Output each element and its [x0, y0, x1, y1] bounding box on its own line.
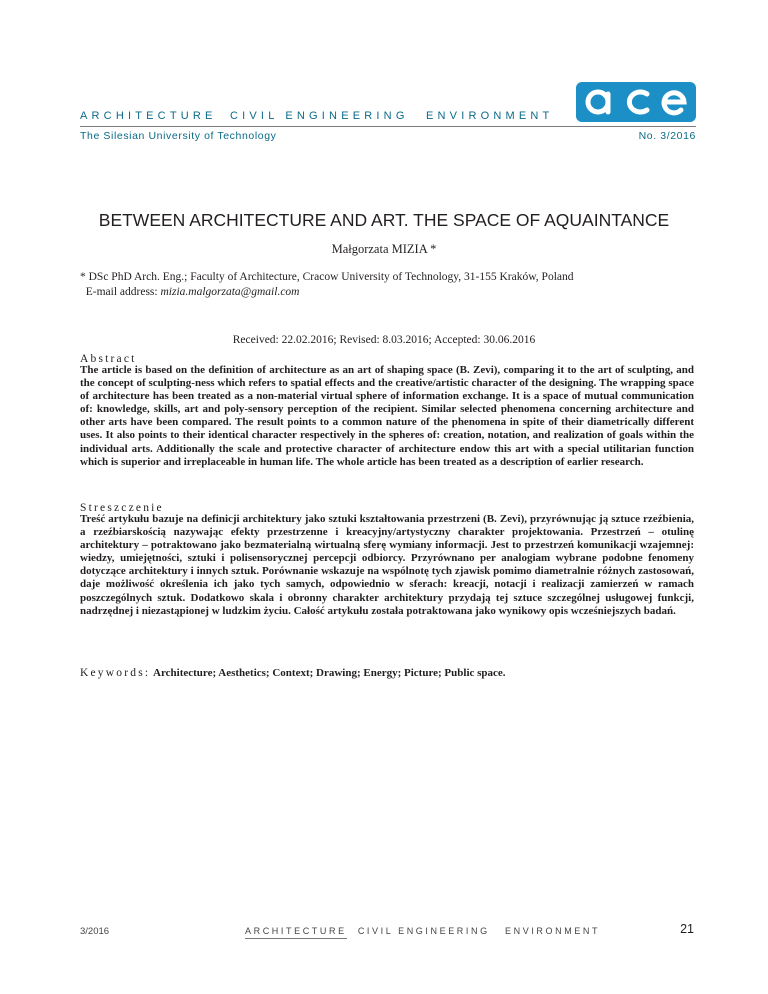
streszczenie-heading: Streszczenie	[80, 502, 164, 514]
keywords	[80, 667, 700, 679]
author-affiliation	[80, 270, 700, 300]
page-number: 21	[680, 922, 694, 936]
abstract-text: The article is based on the definition of architecture as an art of shaping space (B. Zevi), comparing it to the art of sculpting, and the concept of sculpting-ness which refers to spatial effects and the creative/artistic character of the designing. The wrapping space of architecture has been treated as a non-material virtual sphere of information exchange. It is a space of mutual communication of: knowledge, skills, art and poly-sensory perception of the recipient. Similar selected phenomena concerning architecture and other arts have been compared. The result points to a common nature of the phenomena in spite of their diametrically different uses. It also points to their identical character respectively in the spheres of: creation, notation, and realization of goals within the individual arts. Additionally the scale and protective character of architecture endow this art with a special utilitarian function which is superior and irreplaceable in human life. The whole article has been treated as a description of earlier research.	[80, 364, 694, 468]
journal-logo	[576, 80, 696, 124]
keywords-list: Architecture; Aesthetics; Context; Drawing; Energy; Picture; Public space.	[153, 667, 506, 679]
article-dates: Received: 22.02.2016; Revised: 8.03.2016; Accepted: 30.06.2016	[232, 334, 536, 346]
email-address[interactable]: mizia.malgorzata@gmail.com	[160, 286, 300, 298]
issue-number: No. 3/2016	[638, 130, 696, 142]
author-name: Małgorzata MIZIA *	[331, 242, 437, 256]
footer-journal-architecture: ARCHITECTURE	[245, 926, 347, 939]
footer-journal	[245, 926, 600, 936]
email-label: E-mail address:	[85, 286, 161, 298]
email-line	[80, 285, 700, 300]
keywords-label: Keywords:	[80, 667, 151, 679]
journal-name-civil-engineering: CIVIL ENGINEERING	[230, 110, 409, 122]
header-divider	[80, 126, 696, 127]
journal-header	[80, 110, 553, 122]
journal-name-architecture: ARCHITECTURE	[80, 110, 217, 122]
streszczenie-text: Treść artykułu bazuje na definicji architektury jako sztuki kształtowania przestrzeni (B. Zevi), przyrównując ją sztuce rzeźbienia, a rzeźbiarskością nazywając efekty przestrzenne i kreacyjny/artystyczny charakter projektowania. Przestrzeń – otulinę architektury – potraktowano jako bezmaterialną wirtualną sferę wymiany informacji. Jest to przestrzeń komunikacji wzajemnej: wiedzy, umiejętności, sztuki i polisensorycznej percepcji odbiorcy. Przyrównano per analogiam wybrane podobne fenomeny dotyczące architektury i innych sztuk. Porównanie wskazuje na wspólnotę tych zjawisk pomimo diametralnie różnych zastosowań, daje możliwość określenia ich jako tych samych, odpowiednio w sferach: kreacji, notacji i realizacji zamierzeń w ramach poszczególnych sztuk. Dodatkowo skala i obronny charakter architektury przydają tej sztuce szczególnej usługowej funkcji, nadrzędnej i niezastąpionej w ludzkim życiu. Całość artykułu została potraktowana jako wynikowy opis wcześniejszych badań.	[80, 513, 694, 617]
affiliation-line: * DSc PhD Arch. Eng.; Faculty of Architecture, Cracow University of Technology, 31-155 Kraków, Poland	[80, 271, 574, 283]
article-title: BETWEEN ARCHITECTURE AND ART. THE SPACE OF AQUAINTANCE	[98, 210, 670, 230]
footer-issue: 3/2016	[80, 926, 110, 937]
university-name: The Silesian University of Technology	[80, 130, 277, 142]
abstract-heading: Abstract	[80, 353, 137, 365]
journal-name-environment: ENVIRONMENT	[426, 110, 554, 122]
footer-journal-civil: CIVIL ENGINEERING	[357, 926, 490, 936]
footer-journal-environment: ENVIRONMENT	[505, 926, 601, 936]
